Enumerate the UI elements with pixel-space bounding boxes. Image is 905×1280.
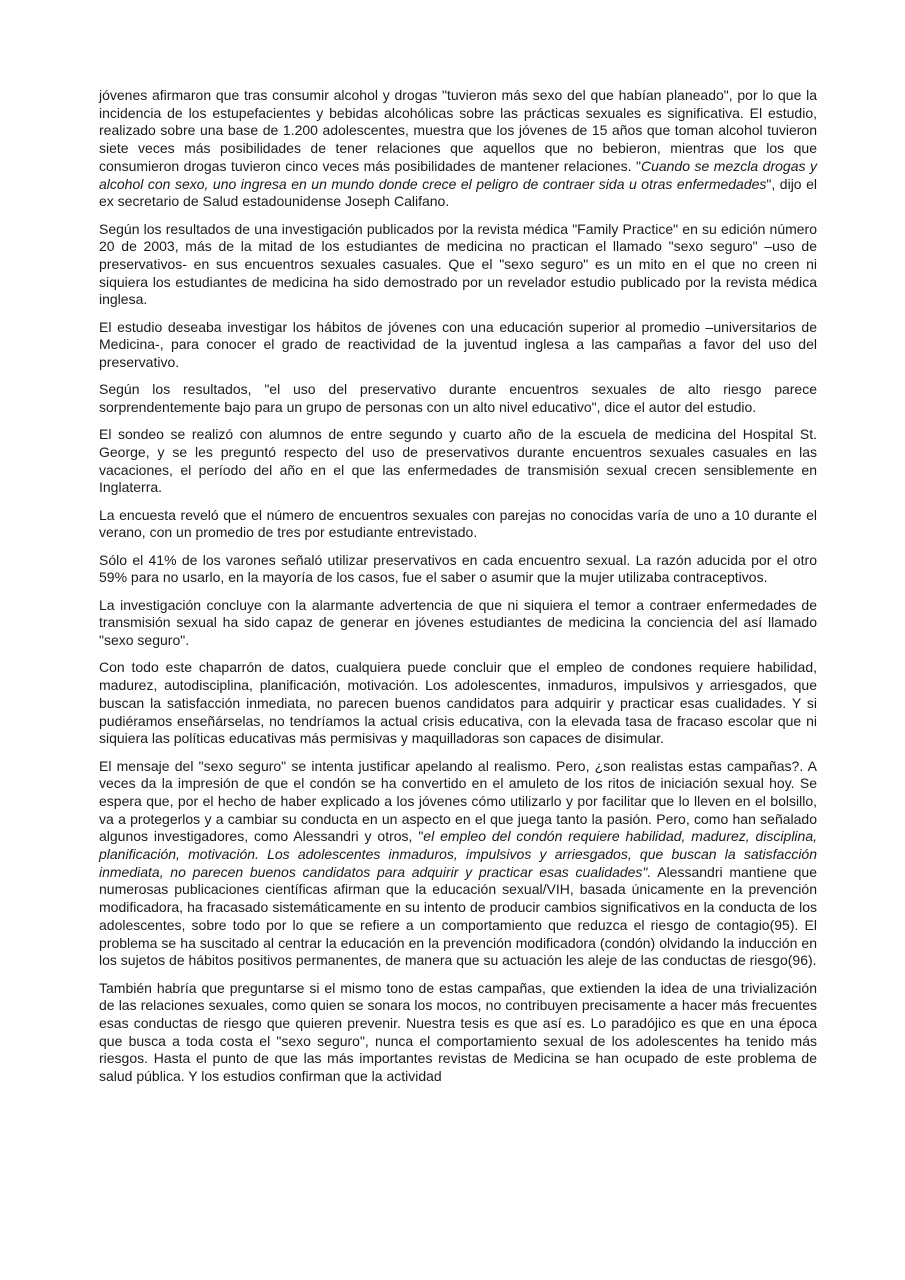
paragraph-campaign-tone: También habría que preguntarse si el mismo tono de estas campañas, que extienden la idea de una trivialización de las relaciones sexuales, como quien se sonara los mocos, no contribuyen precisamente a hacer más frecuentes esas conductas de riesgo que quieren prevenir. Nuestra tesis es que así es. Lo paradójico es que en una época que busca a toda costa el "sexo seguro", nunca el comportamiento sexual de los adolescentes ha tenido más riesgos. Hasta el punto de que las más importantes revistas de Medicina se han ocupado de este problema de salud pública. Y los estudios confirman que la actividad	[99, 979, 817, 1085]
paragraph-study-purpose: El estudio deseaba investigar los hábitos de jóvenes con una educación superior al promedio –universitarios de Medicina-, para conocer el grado de reactividad de la juventud inglesa a las campañas a favor del uso del preservativo.	[99, 318, 817, 371]
document-page	[99, 87, 817, 1095]
paragraph-percentages: Sólo el 41% de los varones señaló utilizar preservativos en cada encuentro sexual. La razón aducida por el otro 59% para no usarlo, en la mayoría de los casos, fue el saber o asumir que la mujer utilizaba contraceptivos.	[99, 551, 817, 586]
paragraph-conclusion: La investigación concluye con la alarmante advertencia de que ni siquiera el temor a contraer enfermedades de transmisión sexual ha sido capaz de generar en jóvenes estudiantes de medicina la conciencia del así llamado "sexo seguro".	[99, 596, 817, 649]
paragraph-condom-skills: Con todo este chaparrón de datos, cualquiera puede concluir que el empleo de condones requiere habilidad, madurez, autodisciplina, planificación, motivación. Los adolescentes, inmaduros, impulsivos y arriesgados, que buscan la satisfacción inmediata, no parecen buenos candidatos para adquirir y practicar esas cualidades. Y si pudiéramos enseñárselas, no tendríamos la actual crisis educativa, con la elevada tasa de fracaso escolar que ni siquiera las políticas educativas más permisivas y maquilladoras son capaces de disimular.	[99, 659, 817, 747]
paragraph-safe-sex-message: El mensaje del "sexo seguro" se intenta justificar apelando al realismo. Pero, ¿son realistas estas campañas?. A veces da la impresión de que el condón se ha convertido en el amuleto de los ritos de iniciación sexual hoy. Se espera que, por el hecho de haber explicado a los jóvenes cómo utilizarlo y por facilitar que lo lleven en el bolsillo, va a protegerlos y a cambiar su conducta en un aspecto en el que juega tanto la pasión. Pero, como han señalado algunos investigadores, como Alessandri y otros, "el empleo del condón requiere habilidad, madurez, disciplina, planificación, motivación. Los adolescentes inmaduros, impulsivos y arriesgados, que buscan la satisfacción inmediata, no parecen buenos candidatos para adquirir y practicar esas cualidades". Alessandri mantiene que numerosas publicaciones científicas afirman que la educación sexual/VIH, basada únicamente en la prevención modificadora, ha fracasado sistemáticamente en su intento de producir cambios significativos en la conducta de los adolescentes, sobre todo por lo que se refiere a un comportamiento que reduzca el riesgo de contagio(95). El problema se ha suscitado al centrar la educación en la prevención modificadora (condón) olvidando la inducción en los sujetos de hábitos positivos permanentes, de manera que su actuación les aleje de las conductas de riesgo(96).	[99, 757, 818, 969]
italic-quote-alessandri: el empleo del condón requiere habilidad, madurez, disciplina, planificación, motivación. Los adolescentes inmaduros, impulsivos y arriesgados, que buscan la satisfacción inmediata, no parecen buenos candidatos para adquirir y practicar esas cualidades".	[99, 828, 818, 880]
paragraph-alcohol-drugs-study: jóvenes afirmaron que tras consumir alcohol y drogas "tuvieron más sexo del que habían planeado", por lo que la incidencia de los estupefacientes y bebidas alcohólicas sobre las prácticas sexuales es significativa. El estudio, realizado sobre una base de 1.200 adolescentes, muestra que los jóvenes de 15 años que toman alcohol tuvieron siete veces más posibilidades de tener relaciones que aquellos que no bebieron, mientras que los que consumieron drogas tuvieron cinco veces más posibilidades de mantener relaciones. "Cuando se mezcla drogas y alcohol con sexo, uno ingresa en un mundo donde crece el peligro de contraer sida u otras enfermedades", dijo el ex secretario de Salud estadounidense Joseph Califano.	[99, 87, 817, 210]
paragraph-survey-method: El sondeo se realizó con alumnos de entre segundo y cuarto año de la escuela de medicina del Hospital St. George, y se les preguntó respecto del uso de preservativos durante encuentros sexuales casuales en las vacaciones, el período del año en el que las enfermedades de transmisión sexual crecen sensiblemente en Inglaterra.	[99, 426, 817, 496]
italic-quote-califano: Cuando se mezcla drogas y alcohol con sexo, uno ingresa en un mundo donde crece el peligro de contraer sida u otras enfermedades	[99, 157, 817, 192]
paragraph-results: Según los resultados, "el uso del preservativo durante encuentros sexuales de alto riesgo parece sorprendentemente bajo para un grupo de personas con un alto nivel educativo", dice el autor del estudio.	[99, 381, 817, 416]
paragraph-encounters: La encuesta reveló que el número de encuentros sexuales con parejas no conocidas varía de uno a 10 durante el verano, con un promedio de tres por estudiante entrevistado.	[99, 506, 817, 541]
paragraph-family-practice: Según los resultados de una investigación publicados por la revista médica "Family Practice" en su edición número 20 de 2003, más de la mitad de los estudiantes de medicina no practican el llamado "sexo seguro" –uso de preservativos- en sus encuentros sexuales casuales. Que el "sexo seguro" es un mito en el que no creen ni siquiera los estudiantes de medicina ha sido demostrado por un revelador estudio publicado por la revista médica inglesa.	[99, 220, 817, 308]
